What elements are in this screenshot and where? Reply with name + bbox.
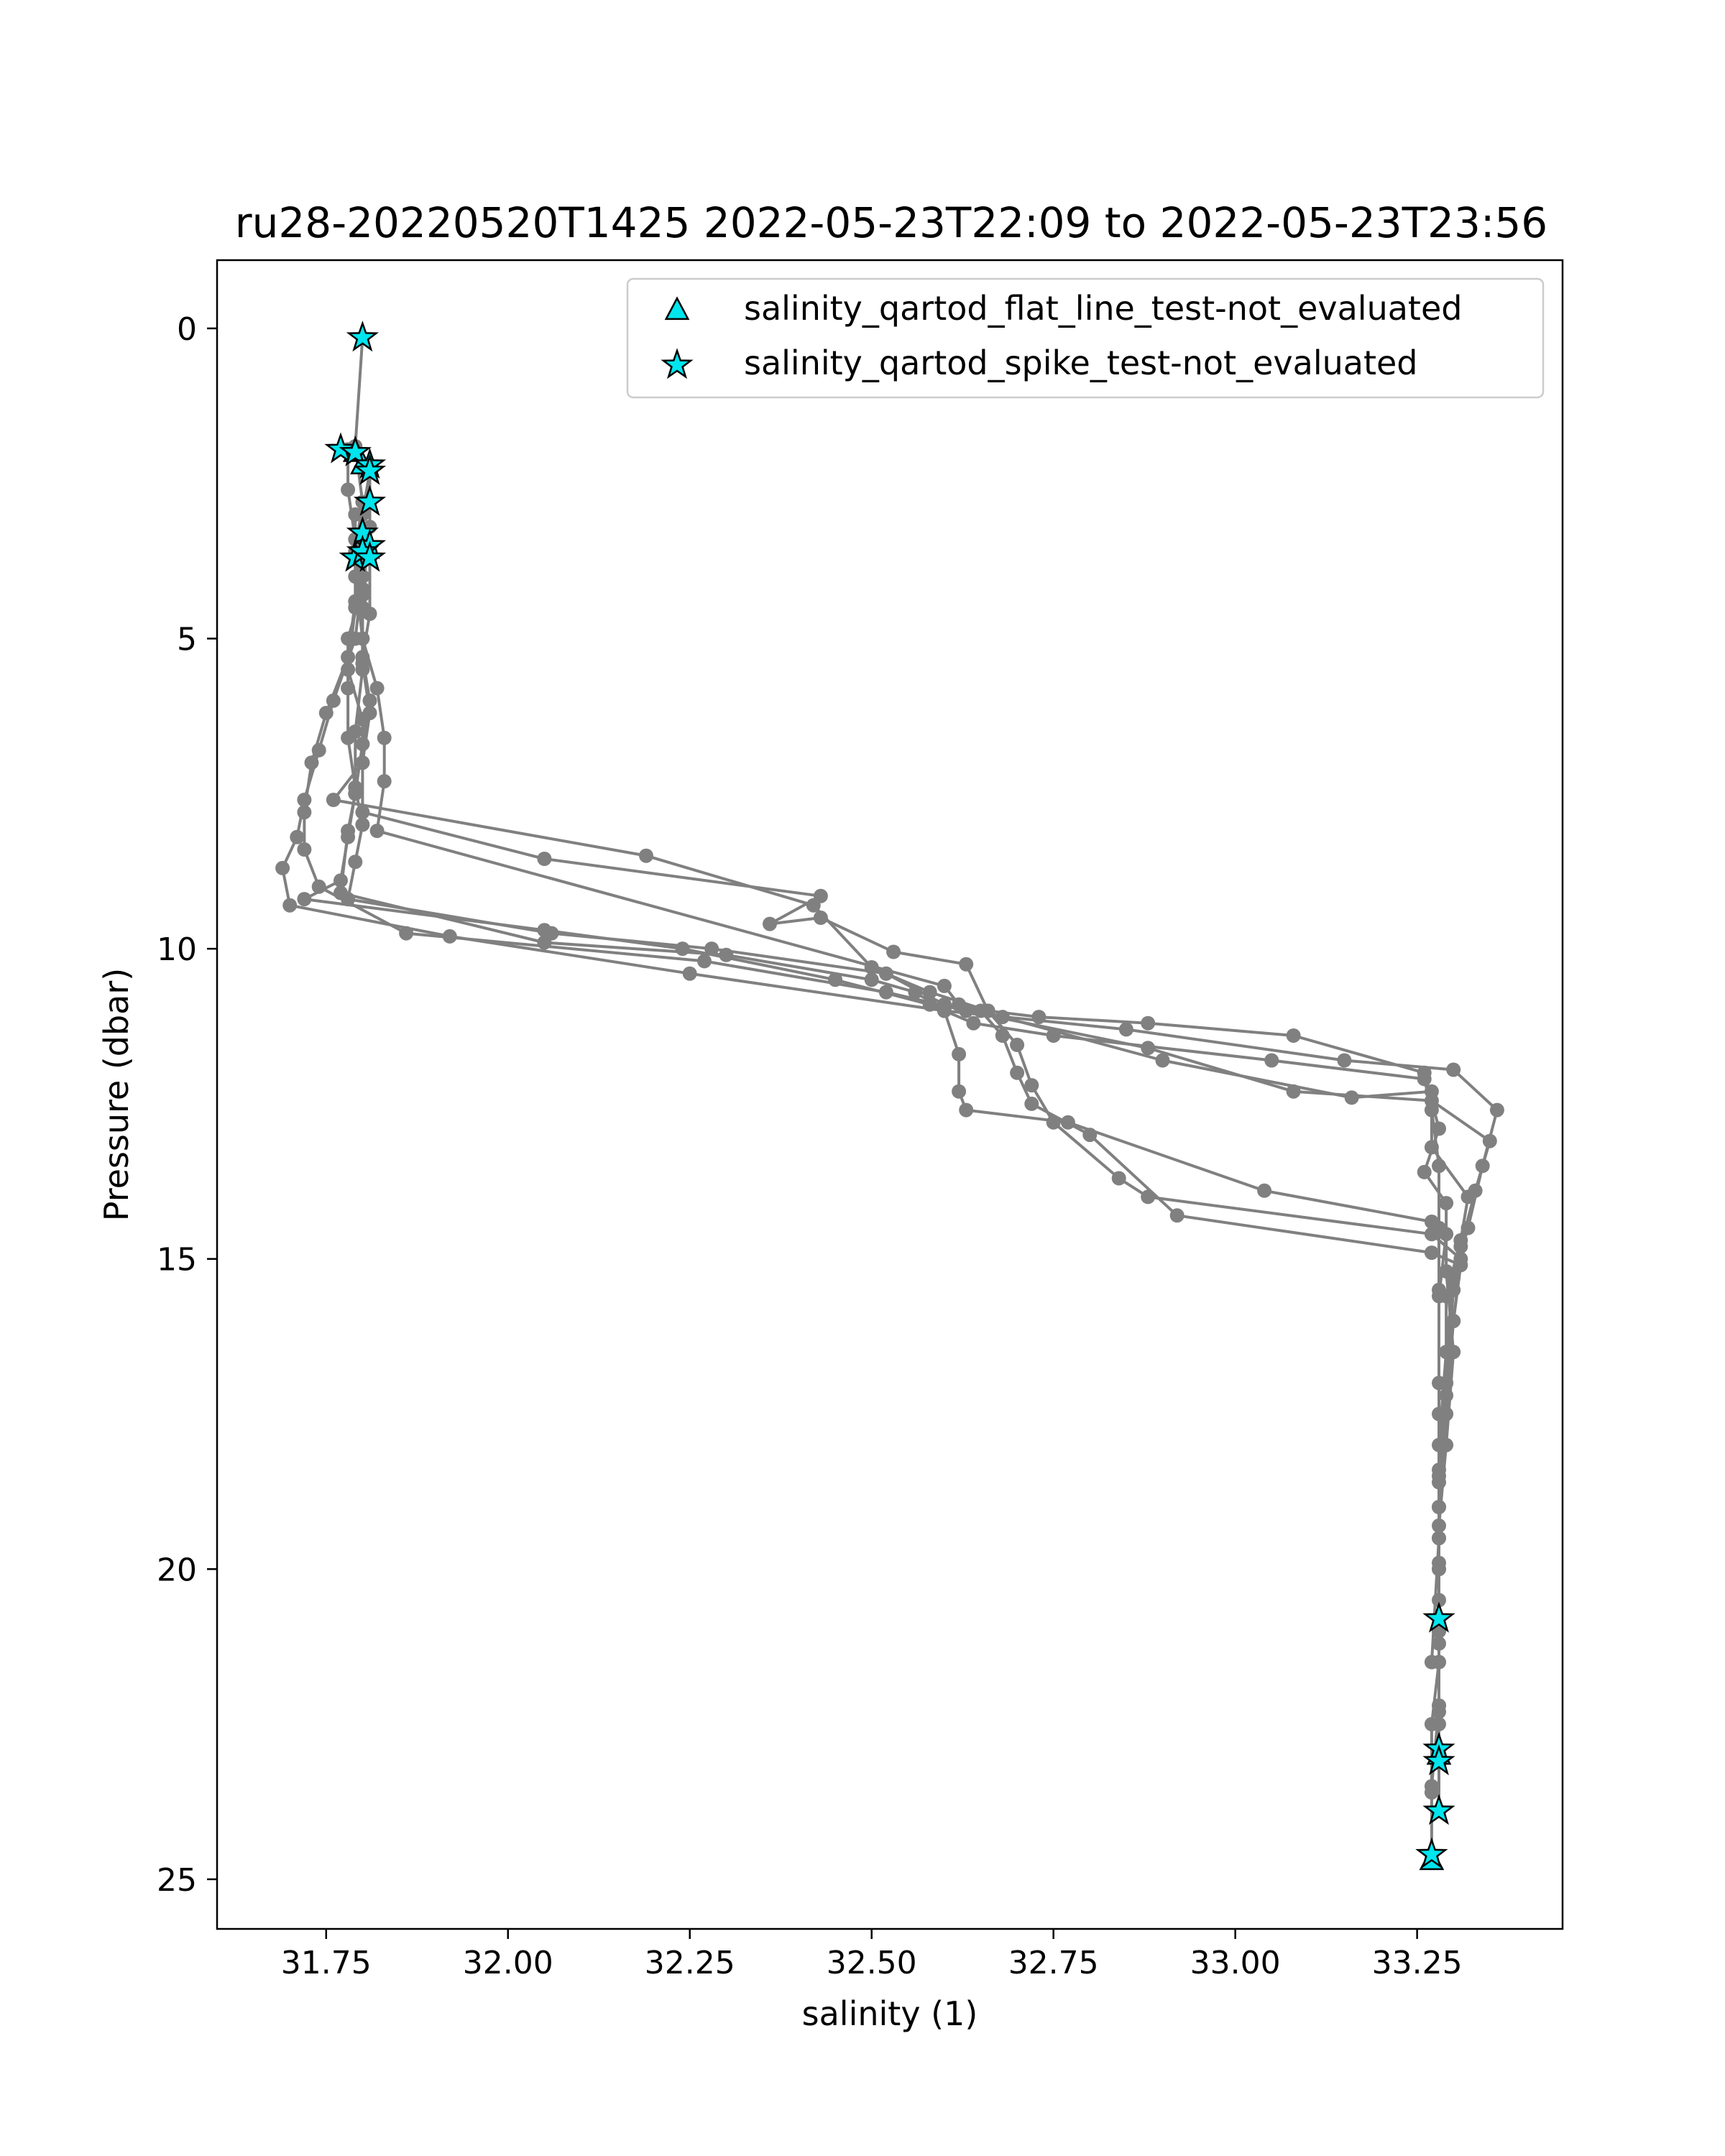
profile-8-point-11 (1156, 1054, 1170, 1068)
x-tick-label: 32.75 (1008, 1945, 1099, 1981)
profile-3-point-2 (341, 482, 355, 497)
profile-1-point-18 (1264, 1054, 1279, 1068)
profile-7-point-16 (1417, 1066, 1432, 1080)
profile-5-point-9 (545, 926, 559, 941)
x-tick-label: 33.00 (1190, 1945, 1281, 1981)
profile-7-point-9 (806, 898, 821, 913)
profile-2-point-10 (282, 898, 297, 913)
profile-5-point-17 (1082, 1128, 1097, 1142)
profile-7-point-13 (1031, 1010, 1046, 1024)
profile-3-point-8 (297, 805, 311, 819)
x-tick-label: 32.00 (462, 1945, 553, 1981)
profile-2-point-15 (1337, 1054, 1351, 1068)
y-tick-label: 25 (157, 1861, 197, 1899)
profile-8-point-10 (995, 1010, 1010, 1024)
profile-8-point-7 (370, 824, 385, 838)
profile-8-point-8 (937, 979, 952, 993)
profile-6-point-21 (1446, 1314, 1460, 1328)
y-axis-label: Pressure (dbar) (97, 967, 136, 1222)
profile-2-point-14 (1119, 1022, 1133, 1036)
profile-5-point-16 (1024, 1097, 1039, 1111)
profile-2-point-17 (1490, 1103, 1504, 1118)
profile-8-point-2 (348, 569, 362, 584)
profile-8-point-14 (1425, 1140, 1439, 1154)
profile-3-point-11 (399, 926, 413, 941)
profile-6-point-7 (537, 852, 551, 866)
profile-7-point-6 (355, 755, 369, 770)
profile-6-point-14 (1010, 1038, 1024, 1052)
profile-4-point-2 (363, 607, 377, 621)
profile-7-point-26 (1425, 1779, 1439, 1794)
y-tick-label: 20 (157, 1552, 197, 1589)
profile-3-point-12 (697, 954, 712, 968)
profile-8-point-4 (370, 681, 385, 696)
profile-5-point-4 (341, 731, 355, 745)
x-tick-label: 33.25 (1371, 1945, 1463, 1981)
profile-6-point-19 (1425, 1227, 1439, 1241)
profile-8-point-17 (1439, 1289, 1453, 1304)
legend-label-spike: salinity_qartod_spike_test-not_evaluated (744, 344, 1418, 382)
profile-4-point-15 (952, 1084, 966, 1099)
profile-8-point-3 (355, 632, 369, 646)
profile-6-point-16 (1046, 1115, 1061, 1130)
profile-3-point-15 (1141, 1041, 1155, 1055)
profile-7-point-19 (1439, 1196, 1453, 1210)
x-tick-label: 31.75 (280, 1945, 372, 1981)
profile-8-point-22 (1432, 1705, 1446, 1719)
profile-6-point-11 (886, 945, 901, 959)
y-tick-label: 15 (157, 1241, 197, 1279)
profile-5-point-6 (355, 818, 369, 832)
profile-6-point-3 (341, 663, 355, 677)
x-axis-label: salinity (1) (801, 1994, 978, 2033)
profile-2-point-9 (275, 861, 290, 875)
profile-8-point-12 (1345, 1090, 1359, 1105)
profile-7-point-18 (1417, 1165, 1432, 1179)
profile-6-point-15 (1024, 1078, 1039, 1092)
profile-8-point-15 (1461, 1189, 1476, 1204)
profile-7-point-15 (1287, 1028, 1301, 1043)
profile-7-point-8 (639, 849, 653, 863)
profile-6-point-17 (1112, 1171, 1126, 1186)
x-tick-label: 32.50 (826, 1945, 917, 1981)
profile-2-point-16 (1446, 1063, 1460, 1077)
profile-7-point-17 (1432, 1122, 1446, 1136)
profile-3-point-18 (1483, 1134, 1497, 1148)
y-tick-label: 5 (177, 621, 197, 658)
profile-5-point-10 (704, 941, 719, 956)
chart-title: ru28-20220520T1425 2022-05-23T22:09 to 2022-05-23T23:56 (234, 198, 1548, 247)
profile-6-point-18 (1141, 1189, 1155, 1204)
profile-5-point-5 (348, 780, 362, 795)
profile-5-point-8 (341, 892, 355, 906)
profile-3-point-13 (879, 985, 893, 1000)
profile-7-point-21 (1446, 1345, 1460, 1359)
profile-8-point-13 (1425, 1084, 1439, 1099)
profile-3-point-9 (297, 842, 311, 857)
profile-4-point-16 (959, 1103, 973, 1118)
profile-6-point-9 (763, 917, 777, 931)
profile-3-point-7 (305, 755, 319, 770)
profile-4-point-11 (865, 972, 879, 987)
legend (627, 279, 1543, 397)
profile-1-point-11 (297, 892, 311, 906)
profile-3-point-6 (319, 706, 334, 720)
profile-5-point-18 (1170, 1208, 1184, 1222)
profile-4-point-19 (1425, 1215, 1439, 1229)
y-tick-label: 10 (157, 931, 197, 969)
profile-7-point-7 (326, 793, 341, 807)
profile-6-point-12 (959, 957, 973, 972)
profile-8-point-6 (377, 774, 392, 788)
profile-2-point-8 (290, 830, 304, 844)
profile-8-point-9 (952, 998, 966, 1012)
profile-7-point-5 (363, 706, 377, 720)
profile-1-point-16 (966, 1016, 980, 1031)
profile-8-point-21 (1432, 1636, 1446, 1651)
x-tick-label: 32.25 (644, 1945, 735, 1981)
profile-7-point-11 (923, 985, 937, 1000)
profile-4-point-7 (341, 824, 355, 838)
profile-7-point-14 (1141, 1016, 1155, 1031)
profile-8-point-20 (1432, 1556, 1446, 1570)
y-tick-label: 0 (177, 310, 197, 348)
profile-3-point-10 (312, 880, 326, 894)
legend-label-flat-line: salinity_qartod_flat_line_test-not_evaluated (744, 289, 1463, 328)
profile-8-point-5 (377, 731, 392, 745)
profile-4-point-18 (1257, 1184, 1271, 1198)
profile-8-point-18 (1439, 1376, 1453, 1390)
profile-8-point-19 (1432, 1462, 1446, 1477)
profile-5-point-15 (1010, 1066, 1024, 1080)
profile-5-point-7 (348, 854, 362, 869)
profile-2-point-12 (683, 967, 697, 981)
profile-8-point-16 (1453, 1233, 1468, 1248)
profile-4-point-14 (952, 1047, 966, 1061)
profile-5-point-19 (1425, 1245, 1439, 1260)
